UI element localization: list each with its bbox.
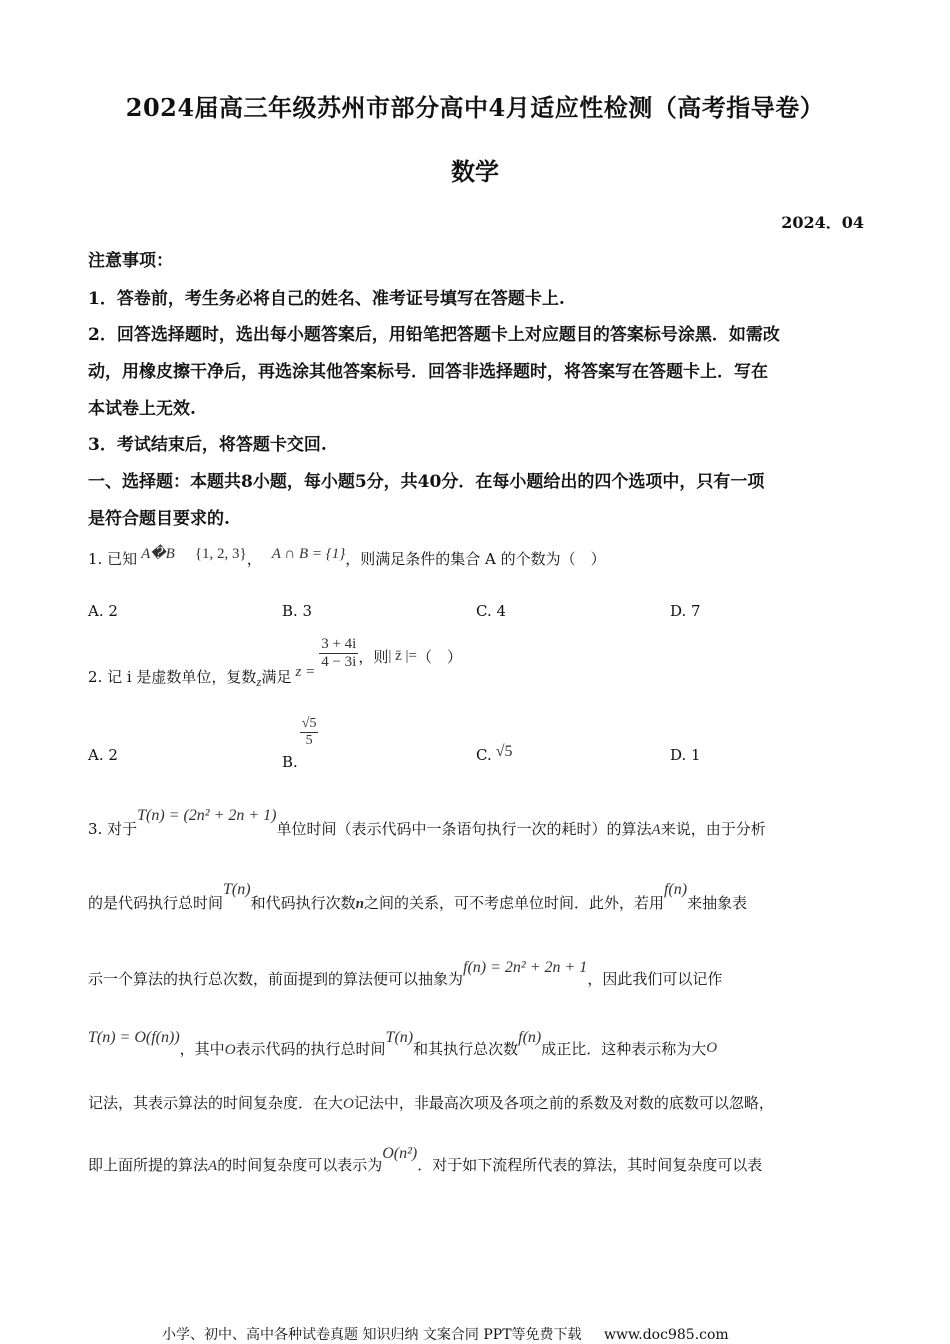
exam-title: 2024届高三年级苏州市部分高中4月适应性检测（高考指导卷）	[125, 93, 825, 122]
q2-option-c-value: √5	[495, 743, 513, 760]
q2-prefix: 2. 记 i 是虚数单位，复数	[88, 667, 257, 686]
q3-l4-b: 表示代码的执行总时间	[235, 1040, 386, 1058]
notice-item-3: 3．考试结束后，将答题卡交回.	[88, 435, 327, 455]
question-2	[88, 636, 463, 689]
q3-l3-a: 示一个算法的执行总次数，前面提到的算法便可以抽象为	[88, 970, 464, 988]
q1-expr-subset: A�B	[141, 546, 175, 562]
q1-option-b: B. 3	[282, 602, 313, 620]
q3-l2-d: 来抽象表	[687, 894, 748, 912]
footer	[162, 1324, 729, 1344]
q2-mid: 满足	[261, 667, 292, 686]
q2-option-d: D. 1	[670, 746, 701, 764]
notice-item-2-line-3: 本试卷上无效.	[88, 399, 196, 419]
notice-heading: 注意事项：	[88, 251, 173, 271]
question-1	[88, 548, 606, 569]
notice-item-1: 1．答卷前，考生务必将自己的姓名、准考证号填写在答题卡上.	[88, 289, 565, 309]
q2-then: ，则	[358, 647, 389, 666]
q2-abs-expr: | z̄ |=	[388, 647, 417, 664]
section-heading-line-2: 是符合题目要求的.	[88, 509, 230, 529]
q3-line-4	[88, 1026, 718, 1058]
q3-l4-d: 成正比．这种表示称为大	[541, 1040, 707, 1058]
q3-l2-c: 之间的关系，可不考虑单位时间．此外，若用	[363, 894, 664, 912]
q2-option-b	[282, 716, 318, 771]
q3-l4-O: O	[224, 1042, 236, 1058]
q3-l6-A: A	[208, 1158, 218, 1174]
q3-l1-expr: T(n) = (2n² + 2n + 1)	[137, 807, 277, 824]
q1-option-c: C. 4	[476, 602, 507, 620]
q2-frac-num: 3 + 4i	[321, 636, 357, 652]
q3-l1-c: 来说，由于分析	[660, 820, 766, 838]
q2-paren: （ ）	[417, 647, 463, 666]
q3-l4-O2: O	[706, 1040, 718, 1056]
q1-prefix: 1. 已知	[88, 550, 138, 568]
notice-item-2-line-2: 动，用橡皮擦干净后，再选涂其他答案标号．回答非选择题时，将答案写在答题卡上．写在	[88, 362, 768, 382]
q3-l4-fn: f(n)	[518, 1029, 542, 1046]
q2-frac-den: 4 − 3i	[321, 654, 357, 670]
exam-date: 2024．04	[781, 213, 864, 232]
q3-line-1	[88, 804, 766, 838]
q3-l3-expr: f(n) = 2n² + 2n + 1	[463, 959, 588, 976]
q3-l2-fn: f(n)	[663, 881, 688, 898]
q3-line-3	[88, 956, 723, 988]
q3-line-2	[88, 878, 748, 912]
q1-expr-set: {1, 2, 3}	[194, 546, 247, 562]
q3-l2-b: 和代码执行次数	[250, 894, 356, 912]
q3-l2-a: 的是代码执行总时间	[88, 894, 224, 912]
q3-l6-c: ．对于如下流程所代表的算法，其时间复杂度可以表	[417, 1156, 763, 1174]
q2-z-eq: z =	[295, 663, 316, 680]
q1-option-a: A. 2	[88, 602, 118, 620]
q3-l1-b: 单位时间（表示代码中一条语句执行一次的耗时）的算法	[276, 820, 652, 838]
q2-var-z: z	[256, 673, 262, 689]
q3-l6-a: 即上面所提的算法	[88, 1156, 209, 1174]
subject-title: 数学	[451, 157, 499, 186]
q3-l4-a: ，其中	[179, 1040, 225, 1058]
q1-expr-intersection: A ∩ B = {1}	[271, 546, 346, 562]
q3-l6-expr: O(n²)	[382, 1145, 418, 1162]
q3-l4-expr: T(n) = O(f(n))	[88, 1029, 180, 1046]
q3-l2-Tn: T(n)	[223, 881, 251, 898]
notice-item-2-line-1: 2．回答选择题时，选出每小题答案后，用铅笔把答题卡上对应题目的答案标号涂黑．如需改	[88, 325, 780, 345]
q2-option-b-num: √5	[301, 716, 317, 731]
q3-line-5	[88, 1092, 774, 1113]
q3-l1-A: A	[651, 822, 661, 838]
q3-l3-b: ，因此我们可以记作	[587, 970, 723, 988]
q2-option-b-den: 5	[305, 733, 313, 748]
q2-option-b-label: B.	[282, 752, 298, 771]
q3-l1-a: 3. 对于	[88, 820, 138, 838]
q2-option-c	[476, 742, 513, 764]
q3-l2-n: n	[355, 896, 364, 912]
q2-option-a: A. 2	[88, 746, 118, 764]
q2-option-b-fraction	[300, 716, 319, 749]
q2-fraction	[319, 636, 358, 671]
q1-option-d: D. 7	[670, 602, 701, 620]
q2-option-c-label: C.	[476, 746, 492, 764]
q3-l5-b: 记法中，非最高次项及各项之前的系数及对数的底数可以忽略，	[353, 1094, 774, 1112]
q3-l5-a: 记法，其表示算法的时间复杂度．在大	[88, 1094, 344, 1112]
q1-suffix: ，则满足条件的集合 A 的个数为（ ）	[345, 550, 606, 568]
footer-url[interactable]: www.doc985.com	[603, 1327, 729, 1343]
q3-line-6	[88, 1142, 763, 1174]
q3-l6-b: 的时间复杂度可以表示为	[217, 1156, 383, 1174]
q3-l5-O: O	[343, 1096, 354, 1112]
section-heading-line-1: 一、选择题：本题共8小题，每小题5分，共40分．在每小题给出的四个选项中，只有一项	[88, 472, 765, 492]
q3-l4-Tn: T(n)	[385, 1029, 414, 1046]
q1-sep: ，	[246, 550, 262, 568]
footer-text: 小学、初中、高中各种试卷真题 知识归纳 文案合同 PPT等免费下载	[162, 1327, 582, 1343]
q3-l4-c: 和其执行总次数	[413, 1040, 519, 1058]
